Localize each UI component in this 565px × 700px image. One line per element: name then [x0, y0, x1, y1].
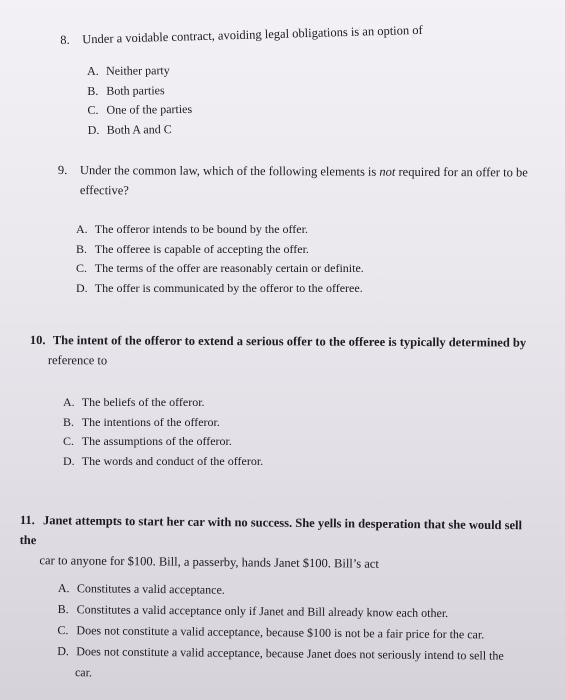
option-8c: C. One of the parties [87, 101, 193, 117]
question-8 [60, 20, 423, 50]
question-8-text: Under a voidable contract, avoiding legal obligations is an option of [82, 22, 423, 47]
option-11a: A. Constitutes a valid acceptance. [57, 580, 225, 597]
question-8-number: 8. [60, 32, 70, 47]
option-11c: C. Does not constitute a valid acceptance, because $100 is not be a fair price for the car. [57, 622, 485, 642]
option-8b: B. Both parties [87, 82, 165, 98]
option-8a: A. Neither party [87, 63, 170, 78]
option-9b: B. The offeree is capable of accepting the offer. [76, 241, 309, 256]
question-11-number: 11. [19, 512, 35, 528]
question-10-options [63, 393, 263, 471]
question-8-options [87, 61, 192, 140]
question-9-options [76, 220, 364, 298]
option-11d: D. Does not constitute a valid acceptance, because Janet does not seriously intend to sell the [57, 643, 504, 663]
question-9: 9. Under the common law, which of the following elements is not required for an offer to be effective? [58, 160, 528, 202]
question-10-number: 10. [29, 332, 46, 348]
option-11b: B. Constitutes a valid acceptance only if Janet and Bill already know each other. [57, 601, 449, 621]
option-9c: C. The terms of the offer are reasonably certain or definite. [76, 261, 364, 275]
emphasis-not: not [379, 164, 396, 179]
option-11d-continued: car. [74, 665, 93, 680]
question-10: 10. The intent of the offeror to extend a serious offer to the offeree is typically determined by reference to [30, 330, 530, 373]
question-11-options [57, 578, 505, 688]
option-10b: B. The intentions of the offeror. [63, 414, 220, 429]
option-10c: C. The assumptions of the offeror. [63, 434, 232, 448]
option-8d: D. Both A and C [87, 121, 172, 137]
option-10d: D. The words and conduct of the offeror. [63, 453, 264, 468]
question-9-number: 9. [57, 162, 68, 178]
question-11: 11. Janet attempts to start her car with no success. She yells in desperation that she would sell the car to anyone for $100. Bill, a passerby, hands Janet $100. Bill’s act [19, 510, 540, 575]
option-9a: A. The offeror intends to be bound by the offer. [76, 222, 308, 236]
option-9d: D. The offer is communicated by the offeror to the offeree. [76, 280, 363, 295]
option-10a: A. The beliefs of the offeror. [63, 395, 205, 409]
